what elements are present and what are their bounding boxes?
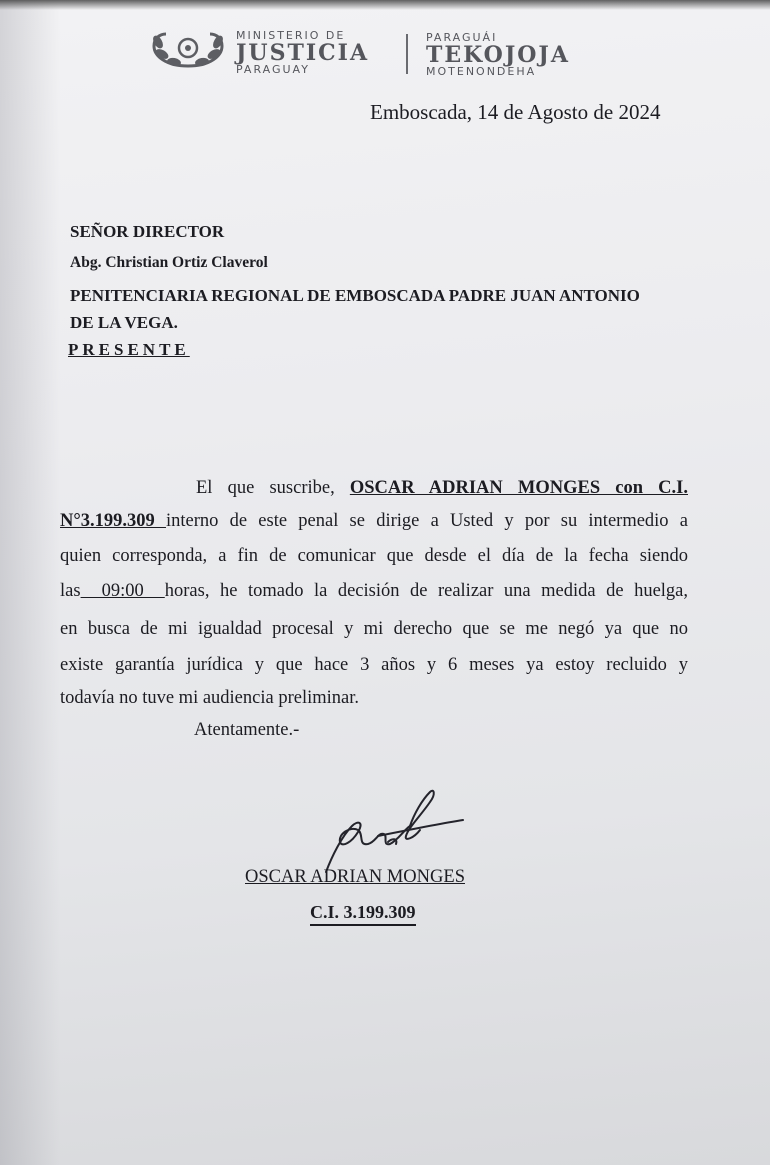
addressee-name: Abg. Christian Ortiz Claverol — [70, 254, 268, 271]
ministry-line2: JUSTICIA — [236, 40, 370, 66]
closing: Atentamente.- — [194, 720, 300, 740]
strike-time: 09:00 — [80, 581, 165, 601]
ministry-name-spanish — [236, 30, 396, 76]
addressee-institution-cont: DE LA VEGA. — [70, 313, 178, 332]
body-line-3: quien corresponda, a fin de comunicar que desde el día de la fecha siendo — [60, 546, 688, 566]
addressee-institution: PENITENCIARIA REGIONAL DE EMBOSCADA PADRE JUAN ANTONIO — [70, 286, 640, 305]
signature-ci: C.I. 3.199.309 — [310, 902, 416, 926]
ministry-line3: PARAGUAY — [236, 63, 310, 76]
addressee-title: SEÑOR DIRECTOR — [70, 222, 225, 241]
body-text-4a: las — [60, 581, 81, 601]
body-intro: El que suscribe, — [196, 478, 350, 498]
body-line-5: en busca de mi igualdad procesal y mi derecho que se me negó ya que no — [60, 619, 688, 639]
body-line-2 — [60, 511, 688, 532]
body-text-4b: horas, he tomado la decisión de realizar una medida de huelga, — [164, 581, 689, 601]
ministry-gn-line1: PARAGUÁI — [426, 31, 498, 44]
signer-ci: N°3.199.309 — [60, 511, 166, 531]
body-line-6: existe garantía jurídica y que hace 3 años y 6 meses ya estoy recluido y — [60, 655, 688, 675]
signature-name: OSCAR ADRIAN MONGES — [245, 867, 465, 887]
presente-label: PRESENTE — [68, 340, 190, 359]
signer-name: OSCAR ADRIAN MONGES con C.I. — [349, 478, 688, 498]
body-line-4 — [60, 581, 688, 602]
logo-divider — [406, 34, 408, 74]
ministry-name-guarani — [426, 32, 616, 78]
ministry-logo — [148, 28, 608, 80]
handwritten-signature — [318, 786, 478, 878]
page-top-edge — [0, 0, 770, 10]
body-line-7: todavía no tuve mi audiencia preliminar. — [60, 688, 359, 708]
laurel-wreath-icon — [148, 28, 228, 72]
ministry-gn-line2: TEKOJOJA — [426, 42, 570, 68]
body-line-1 — [196, 478, 688, 499]
ministry-gn-line3: MOTENONDEHA — [426, 65, 537, 78]
body-text-2: interno de este penal se dirige a Usted y por su intermedio a — [165, 511, 688, 531]
page-shadow — [0, 0, 60, 1165]
ministry-line1: MINISTERIO DE — [236, 29, 346, 42]
letter-date: Emboscada, 14 de Agosto de 2024 — [370, 100, 661, 124]
